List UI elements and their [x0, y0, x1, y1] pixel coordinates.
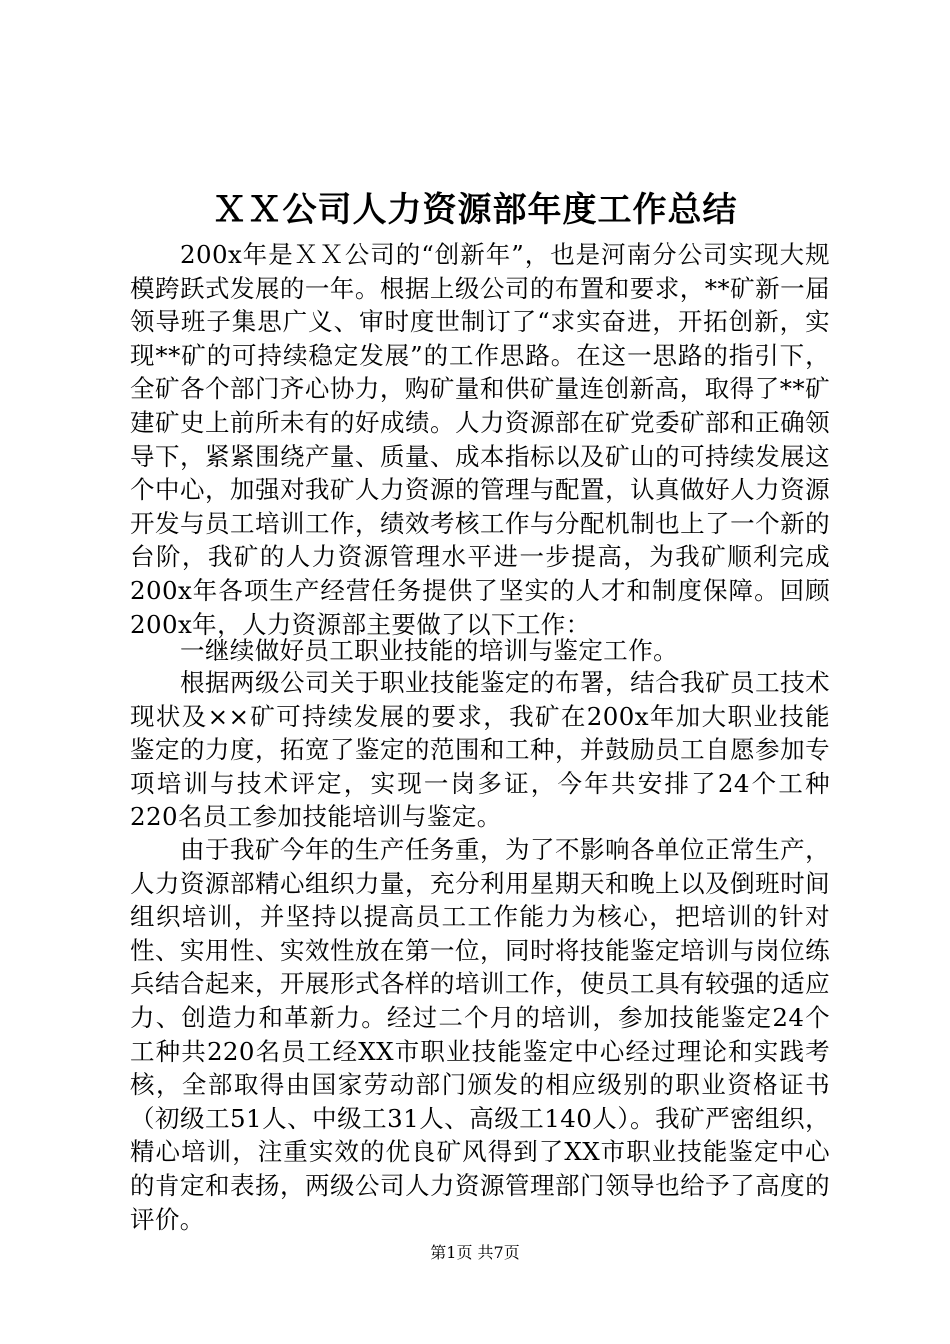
paragraph-intro: 200x年是ＸＸ公司的“创新年”，也是河南分公司实现大规模跨跃式发展的一年。根据上级公司的布置和要求，**矿新一届领导班子集思广义、审时度世制订了“求实奋进，开拓创新，实现**矿的可持续稳定发展”的工作思路。在这一思路的指引下，全矿各个部门齐心协力，购矿量和供矿量连创新高，取得了**矿建矿史上前所未有的好成绩。人力资源部在矿党委矿部和正确领导下，紧紧围绕产量、质量、成本指标以及矿山的可持续发展这个中心，加强对我矿人力资源的管理与配置，认真做好人力资源开发与员工培训工作，绩效考核工作与分配机制也上了一个新的台阶，我矿的人力资源管理水平进一步提高，为我矿顺利完成200x年各项生产经营任务提供了坚实的人才和制度保障。回顾200x年，人力资源部主要做了以下工作：: [130, 240, 830, 639]
page-number-footer: 第1页 共7页: [430, 1243, 520, 1262]
paragraph-training-plan: 根据两级公司关于职业技能鉴定的布署，结合我矿员工技术现状及××矿可持续发展的要求，我矿在200x年加大职业技能鉴定的力度，拓宽了鉴定的范围和工种，并鼓励员工自愿参加专项培训与技术评定，实现一岗多证，今年共安排了24个工种220名员工参加技能培训与鉴定。: [130, 668, 830, 832]
paragraph-training-results: 由于我矿今年的生产任务重，为了不影响各单位正常生产，人力资源部精心组织力量，充分利用星期天和晚上以及倒班时间组织培训，并坚持以提高员工工作能力为核心，把培训的针对性、实用性、实效性放在第一位，同时将技能鉴定培训与岗位练兵结合起来，开展形式各样的培训工作，使员工具有较强的适应力、创造力和革新力。经过二个月的培训，参加技能鉴定24个工种共220名员工经XX市职业技能鉴定中心经过理论和实践考核，全部取得由国家劳动部门颁发的相应级别的职业资格证书（初级工51人、中级工31人、高级工140人）。我矿严密组织，精心培训，注重实效的优良矿风得到了XX市职业技能鉴定中心的肯定和表扬，两级公司人力资源管理部门领导也给予了高度的评价。: [130, 835, 830, 1234]
section-heading: 一继续做好员工职业技能的培训与鉴定工作。: [180, 636, 678, 665]
document-title: ＸＸ公司人力资源部年度工作总结: [212, 190, 738, 230]
